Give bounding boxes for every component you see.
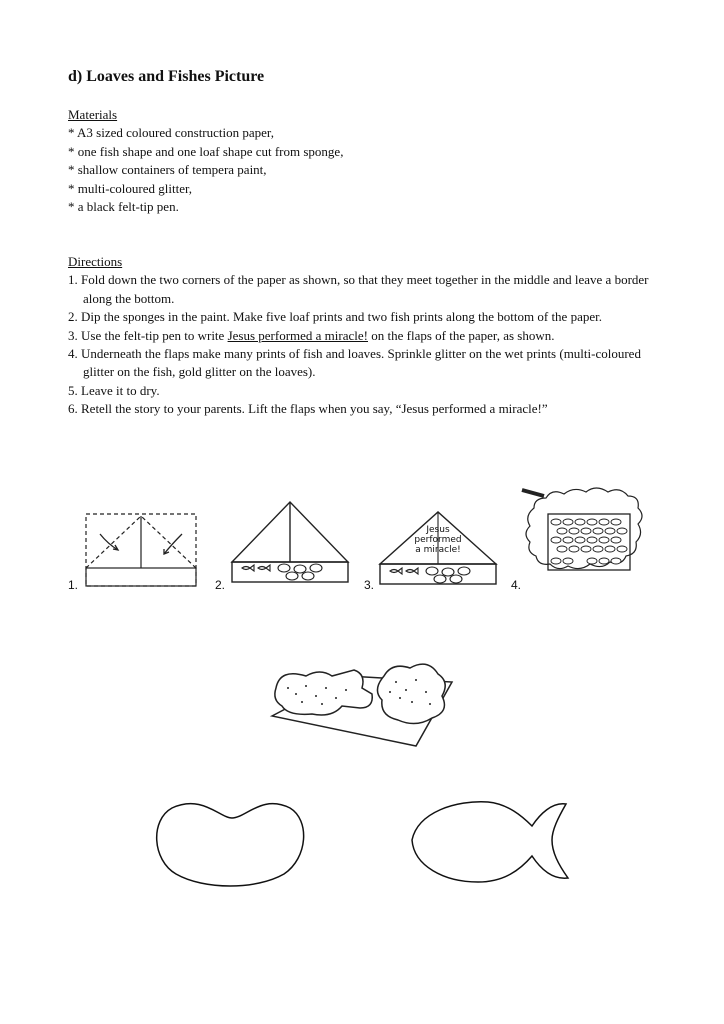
glitter-step-4-illustration — [518, 484, 660, 586]
direction-step-6: 6. Retell the story to your parents. Lift the flaps when you say, “Jesus performed a miracle!” — [68, 401, 548, 417]
fold-step-3-illustration — [376, 508, 500, 590]
materials-heading: Materials — [68, 107, 118, 122]
fold-step-2-illustration — [228, 498, 352, 590]
fish-template-outline — [408, 798, 574, 884]
step-3-prefix: 3. Use the felt-tip pen to write — [68, 327, 228, 343]
figure-label-3: 3. — [364, 578, 375, 592]
loaf-template-outline — [152, 796, 308, 888]
direction-step-4: 4. Underneath the flaps make many prints of fish and loaves. Sprinkle glitter on the wet prints (multi-coloured glitter on the fish, gold glitter on the loaves). — [68, 346, 641, 380]
page-title: d) Loaves and Fishes Picture — [68, 68, 265, 85]
direction-step-2: 2. Dip the sponges in the paint. Make five loaf prints and two fish prints along the bottom of the paper. — [68, 309, 602, 325]
direction-step-5: 5. Leave it to dry. — [68, 382, 160, 398]
materials-item: * a black felt-tip pen. — [68, 199, 179, 215]
figure-label-1: 1. — [68, 578, 79, 592]
directions-heading: Directions — [68, 254, 123, 269]
figure-label-4: 4. — [511, 578, 522, 592]
figure-label-2: 2. — [215, 578, 226, 592]
materials-item: * A3 sized coloured construction paper, — [68, 125, 274, 141]
direction-step-1: 1. Fold down the two corners of the paper as shown, so that they meet together in the middle and leave a border along the bottom. — [68, 272, 649, 306]
fold-step-1-illustration — [80, 508, 202, 592]
direction-step-3 — [68, 327, 668, 345]
materials-item: * shallow containers of tempera paint, — [68, 162, 267, 178]
sponges-illustration — [266, 658, 462, 750]
materials-item: * one fish shape and one loaf shape cut from sponge, — [68, 143, 344, 159]
flap-text-line-2: performed — [414, 535, 462, 545]
directions-section — [68, 253, 668, 419]
step-3-suffix: on the flaps of the paper, as shown. — [368, 327, 555, 343]
step-3-underlined-phrase: Jesus performed a miracle! — [227, 327, 368, 343]
materials-item: * multi-coloured glitter, — [68, 180, 193, 196]
flap-text-line-3: a miracle! — [415, 545, 461, 555]
materials-section — [68, 106, 343, 216]
flap-text-line-1: Jesus — [426, 525, 450, 535]
